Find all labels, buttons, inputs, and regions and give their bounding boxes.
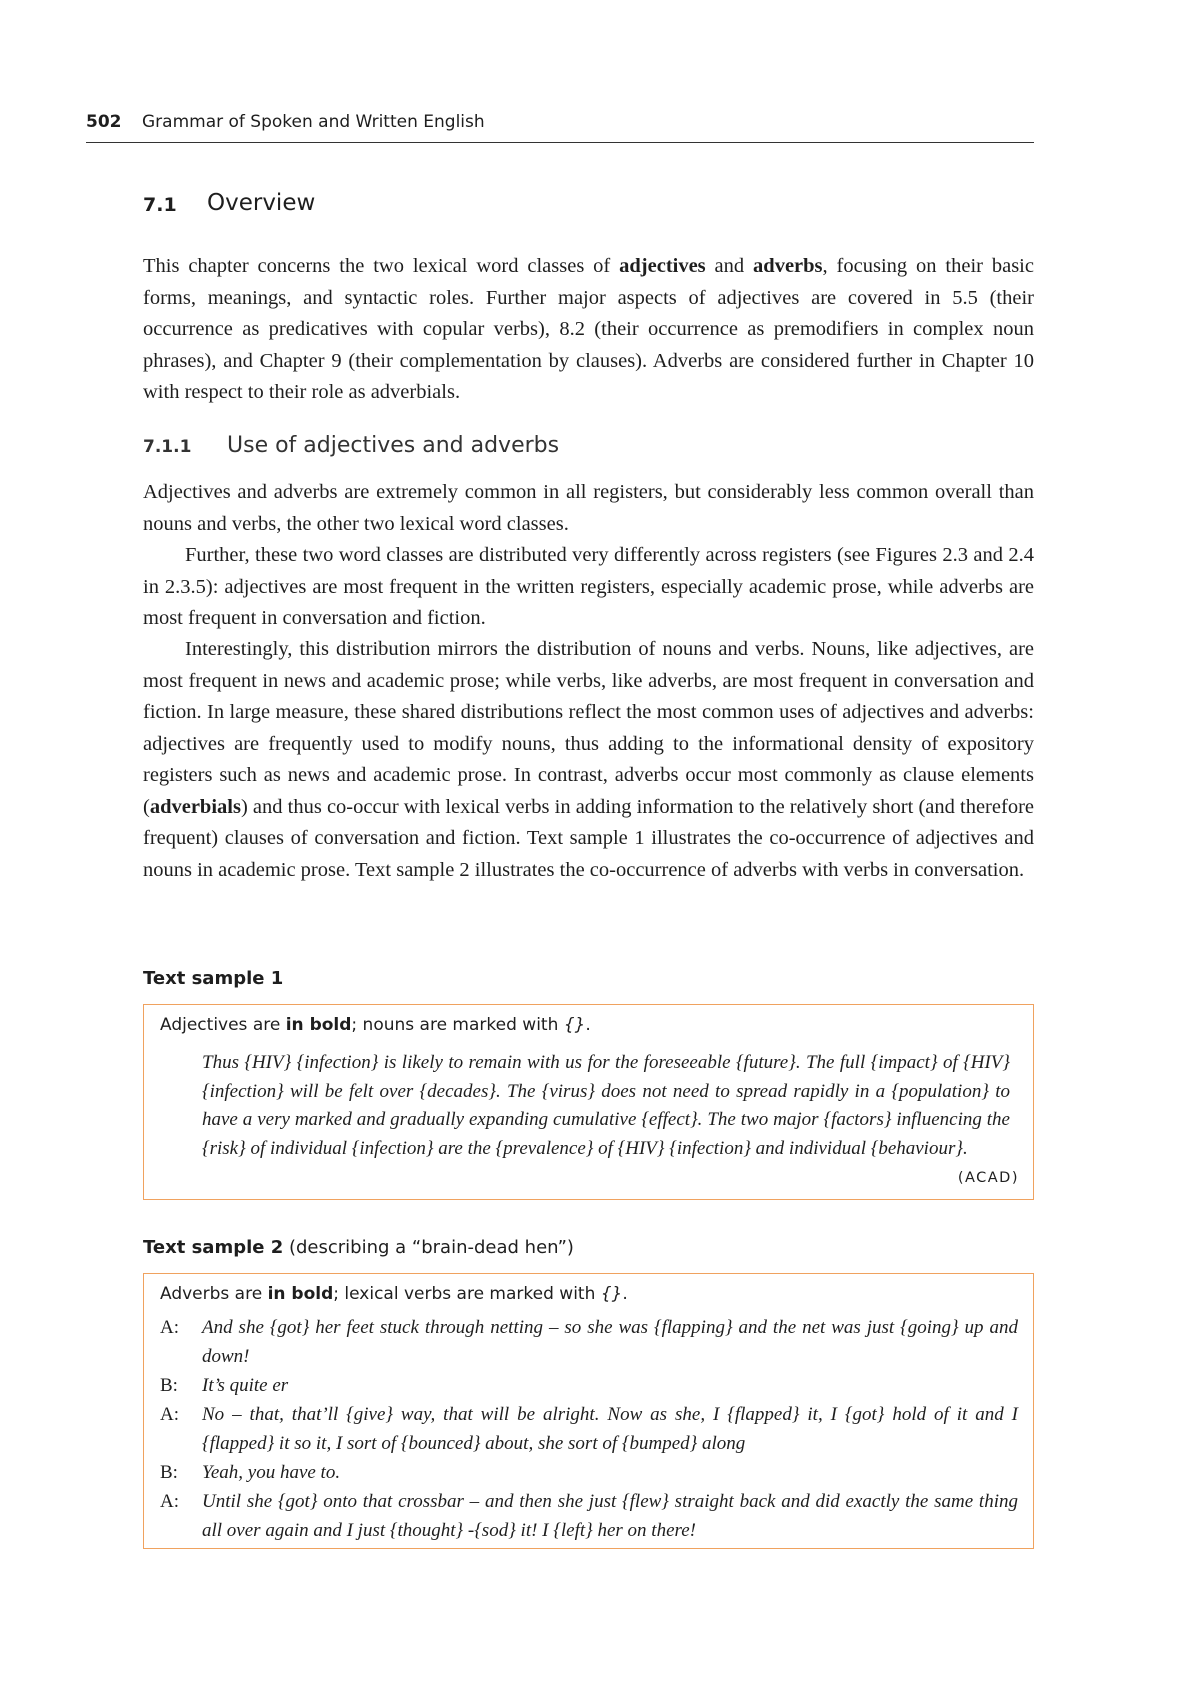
section-number: 7.1 — [143, 194, 177, 216]
legend-mark: {} — [600, 1284, 623, 1304]
dialogue-turn — [160, 1488, 1018, 1545]
speaker-label: A: — [160, 1404, 179, 1425]
sample-1-legend — [160, 1015, 591, 1035]
register-label: (ACAD) — [957, 1170, 1019, 1186]
body-paragraph-2: Further, these two word classes are distributed very differently across registers (see Figures 2.3 and 2.4 in 2.3.5): adjectives are most frequent in the written registers, especially academic prose, while adverbs are most frequent in conversation and fiction. — [143, 544, 1034, 629]
intro-and: and — [705, 255, 754, 277]
dialogue-turn — [160, 1314, 1018, 1371]
speaker-label: A: — [160, 1317, 179, 1338]
legend-text-b: ; lexical verbs are marked with — [333, 1284, 601, 1304]
page-number: 502 — [86, 112, 122, 132]
text-sample-1-title: Text sample 1 — [143, 968, 284, 989]
running-head — [86, 108, 1034, 143]
utterance: Yeah, you have to. — [202, 1462, 341, 1483]
legend-text-c: . — [585, 1015, 591, 1035]
utterance: It’s quite er — [202, 1375, 289, 1396]
term-adverbials: adverbials — [149, 795, 241, 818]
speaker-label: A: — [160, 1491, 179, 1512]
body-paragraph-3 — [143, 634, 1034, 886]
intro-text-b: , focusing on their basic forms, meanings, and syntactic roles. Further major aspects of adjectives are covered in 5.5 (their occurrence as predicatives with copular verbs), 8.2 (their occurrence as premodifiers in complex noun phrases), and Chapter 9 (their complementation by clauses). Adverbs are considered further in Chapter 10 with respect to their role as adverbials. — [143, 255, 1034, 403]
subsection-number: 7.1.1 — [143, 437, 192, 457]
text-sample-1-box — [143, 1004, 1034, 1200]
intro-text-a: This chapter concerns the two lexical word classes of — [143, 255, 620, 277]
text-sample-2-note: (describing a “brain-dead hen”) — [283, 1237, 574, 1258]
term-adjectives: adjectives — [619, 255, 706, 277]
section-title: Overview — [207, 190, 316, 216]
subsection-title: Use of adjectives and adverbs — [227, 433, 560, 458]
text-sample-2-label — [143, 1237, 574, 1258]
dialogue-turn — [160, 1372, 1018, 1401]
body-paragraph-1: Adjectives and adverbs are extremely common in all registers, but considerably less common overall than nouns and verbs, the other two lexical word classes. — [143, 481, 1034, 535]
sample-2-legend — [160, 1284, 628, 1304]
speaker-label: B: — [160, 1462, 178, 1483]
legend-text-a: Adjectives are — [160, 1015, 286, 1035]
intro-paragraph — [143, 251, 1034, 409]
text-sample-2-title: Text sample 2 — [143, 1237, 284, 1258]
legend-text-c: . — [622, 1284, 628, 1304]
term-adverbs: adverbs — [753, 255, 823, 277]
legend-text-a: Adverbs are — [160, 1284, 268, 1304]
body-text-b: ) and thus co-occur with lexical verbs in adding information to the relatively short (and therefore frequent) clauses of conversation and fiction. Text sample 1 illustrates the co-occurrence of adjectives and nouns in academic prose. Text sample 2 illustrates the co-occurrence of adverbs with verbs in conversation. — [143, 795, 1034, 881]
legend-text-b: ; nouns are marked with — [351, 1015, 564, 1035]
sample-1-text: Thus {HIV} {infection} is likely to remain with us for the foreseeable {future}. The full {impact} of {HIV} {infection} will be felt over {decades}. The {virus} does not need to spread rapidly in a {population} to have a very marked and gradually expanding cumulative {effect}. The two major {factors} influencing the {risk} of individual {infection} are the {prevalence} of {HIV} {infection} and individual {behaviour}. — [202, 1052, 1010, 1159]
legend-bold: in bold — [267, 1284, 334, 1304]
utterance: Until she {got} onto that crossbar – and then she just {flew} straight back and did exactly the same thing all over again and I just {thought} -{sod} it! I {left} her on there! — [202, 1491, 1018, 1541]
text-sample-1-label — [143, 968, 283, 989]
book-title: Grammar of Spoken and Written English — [142, 112, 485, 132]
speaker-label: B: — [160, 1375, 178, 1396]
utterance: And she {got} her feet stuck through netting – so she was {flapping} and the net was just {going} up and down! — [202, 1317, 1018, 1367]
utterance: No – that, that’ll {give} way, that will be alright. Now as she, I {flapped} it, I {got} hold of it and I {flapped} it so it, I sort of {bounced} about, she sort of {bumped} along — [202, 1404, 1018, 1454]
body-text-a: Interestingly, this distribution mirrors the distribution of nouns and verbs. Nouns, like adjectives, are most frequent in news and academic prose; while verbs, like adverbs, are most frequent in conversation and fiction. In large measure, these shared distributions reflect the most common uses of adjectives and adverbs: adjectives are frequently used to modify nouns, thus adding to the informational density of expository registers such as news and academic prose. In contrast, adverbs occur most commonly as clause elements ( — [143, 638, 1034, 818]
legend-bold: in bold — [285, 1015, 352, 1035]
text-sample-2-box — [143, 1273, 1034, 1549]
dialogue-turn — [160, 1459, 1018, 1488]
dialogue-turn — [160, 1401, 1018, 1458]
legend-mark: {} — [563, 1015, 586, 1035]
